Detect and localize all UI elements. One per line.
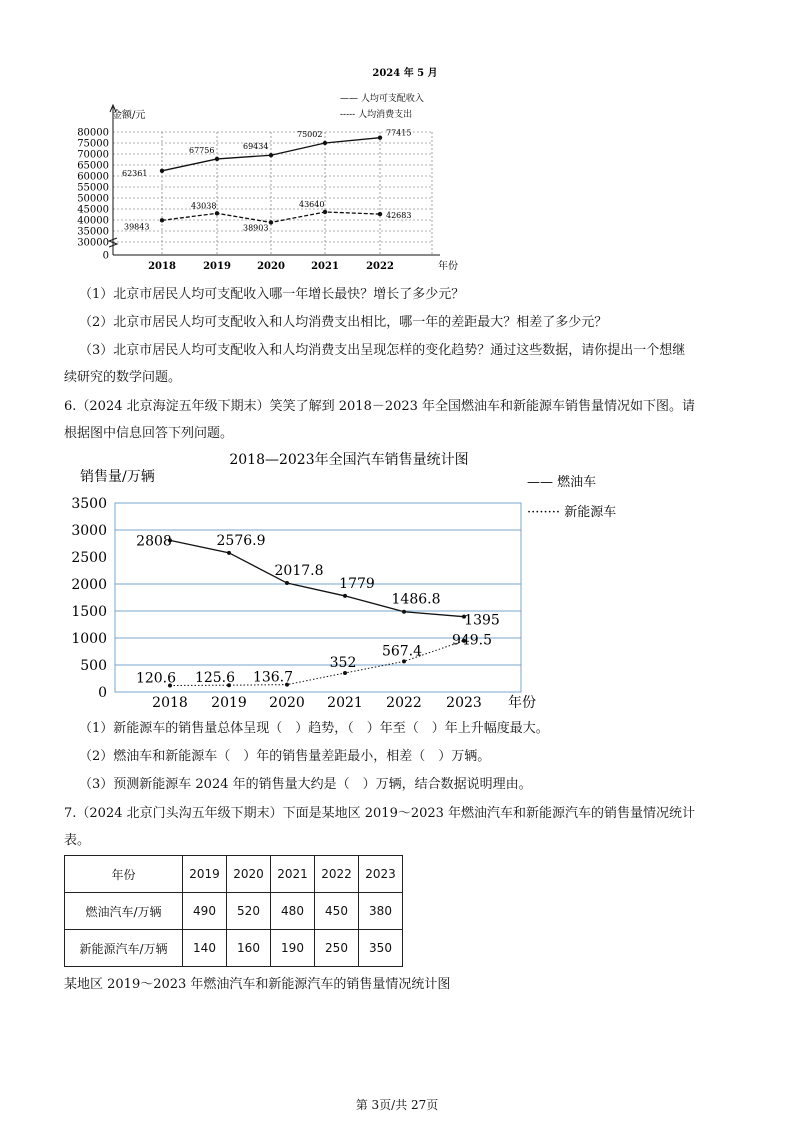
y-tick-label: 70000 [77,149,109,161]
x-tick-label: 2019 [211,695,247,711]
table-cell: 160 [227,930,271,967]
y-tick-label: 45000 [77,204,109,216]
table-header-cell: 2021 [271,856,315,893]
data-label: 1395 [464,612,500,629]
chart2-title: 2018—2023年全国汽车销售量统计图 [229,452,469,468]
data-label: 42683 [386,211,412,221]
question-6-intro-cont: 根据图中信息回答下列问题。 [64,426,234,441]
table-cell: 380 [359,893,403,930]
data-label: 2017.8 [274,563,324,580]
axis-break-mark [109,238,117,247]
table-cell: 490 [183,893,227,930]
question-5-2: （2）北京市居民人均可支配收入和人均消费支出相比，哪一年的差距最大？相差了多少元？ [79,315,608,330]
x-tick-label: 2020 [257,261,285,272]
data-point [323,210,327,214]
data-point [343,594,347,598]
y-tick-label: 30000 [77,237,109,249]
y-tick-label: 2000 [71,577,107,593]
x-tick-label: 2022 [366,261,394,272]
table-cell: 450 [315,893,359,930]
data-label: 77415 [386,128,412,138]
data-point [378,212,382,216]
table-cell: 燃油汽车/万辆 [65,893,183,930]
table-header-cell: 2019 [183,856,227,893]
question-6-1: （1）新能源车的销售量总体呈现（ ）趋势，（ ）年至（ ）年上升幅度最大。 [79,721,549,736]
y-tick-label: 35000 [77,226,109,238]
legend-item: ········ 新能源车 [527,505,617,520]
y-tick-label: 500 [80,658,107,674]
x-tick-label: 2018 [148,261,176,272]
question-6-2: （2）燃油车和新能源车（ ）年的销售量差距最小，相差（ ）万辆。 [79,749,491,764]
table-row [65,930,403,967]
y-tick-label: 80000 [77,127,109,139]
data-point [402,659,406,663]
data-label: 2808 [136,533,172,550]
y-tick-label: 50000 [77,193,109,205]
data-label: 38903 [243,223,269,233]
sales-table [64,855,403,967]
y-axis-label: 金额/元 [112,110,146,121]
question-5-3-cont: 续研究的数学问题。 [64,370,182,385]
table-cell: 190 [271,930,315,967]
data-point [160,169,164,173]
data-point [269,220,273,224]
data-label: 43038 [191,201,217,211]
data-label: 43640 [299,199,325,209]
question-5-3: （3）北京市居民人均可支配收入和人均消费支出呈现怎样的变化趋势？通过这些数据，请你提出一个想继 [79,343,686,358]
legend-item: —— 人均可支配收入 [340,94,424,104]
table-cell: 520 [227,893,271,930]
page-footer: 第 3页/共 27页 [355,1098,439,1112]
table-cell: 480 [271,893,315,930]
x-axis-label: 年份 [508,695,536,711]
legend-item: ----- 人均消费支出 [340,110,413,120]
question-6-3: （3）预测新能源车 2024 年的销售量大约是（ ）万辆，结合数据说明理由。 [79,777,532,792]
table-cell: 新能源汽车/万辆 [65,930,183,967]
chart1-title: 2024 年 5 月 [372,68,438,79]
x-tick-label: 2021 [311,261,339,272]
data-label: 1779 [339,575,375,592]
y-tick-label: 65000 [77,160,109,172]
table-header-row [65,856,403,893]
data-point [215,157,219,161]
chart-income-expense [0,55,794,275]
data-label: 136.7 [252,669,294,686]
data-label: 39843 [124,222,150,232]
question-7-intro: 7.（2024 北京门头沟五年级下期末）下面是某地区 2019～2023 年燃油汽车和新能源汽车的销售量情况统计 [64,806,696,821]
y-tick-label: 2500 [71,550,107,566]
x-tick-label: 2019 [203,261,231,272]
table-header-cell: 2020 [227,856,271,893]
data-point [323,141,327,145]
plot-frame [115,503,521,692]
data-label: 62361 [122,168,148,178]
y-tick-label: 3500 [71,496,107,512]
data-label: 120.6 [135,670,177,687]
data-point [215,211,219,215]
table-header-cell: 年份 [65,856,183,893]
table-row [65,893,403,930]
y-tick-label: 0 [98,685,107,701]
table-cell: 250 [315,930,359,967]
data-point [402,610,406,614]
question-6-intro: 6.（2024 北京海淀五年级下期末）笑笑了解到 2018－2023 年全国燃油车和新能源车销售量情况如下图。请 [64,399,696,414]
data-label: 949.5 [451,632,493,649]
question-7-intro-cont: 表。 [64,833,91,848]
y-tick-label: 1000 [71,631,107,647]
y-tick-label: 60000 [77,171,109,183]
data-label: 69434 [243,142,269,152]
table-header-cell: 2022 [315,856,359,893]
y-tick-label: 75000 [77,138,109,150]
question-5-1: （1）北京市居民人均可支配收入哪一年增长最快？增长了多少元？ [79,287,465,302]
y-tick-label: 0 [102,250,109,262]
y-axis-label: 销售量/万辆 [80,469,155,485]
y-tick-label: 3000 [71,523,107,539]
chart-car-sales [0,448,794,718]
x-tick-label: 2023 [446,695,482,711]
data-label: 352 [329,654,357,671]
x-tick-label: 2018 [152,695,188,711]
x-tick-label: 2021 [327,695,363,711]
data-point [285,581,289,585]
table-header-cell: 2023 [359,856,403,893]
table-cell: 140 [183,930,227,967]
data-point [343,671,347,675]
data-label: 1486.8 [391,591,441,608]
x-axis-label: 年份 [438,261,458,272]
y-tick-label: 1500 [71,604,107,620]
data-label: 125.6 [194,670,236,687]
table-cell: 350 [359,930,403,967]
data-point [269,153,273,157]
x-tick-label: 2020 [269,695,305,711]
data-point [378,135,382,139]
y-tick-label: 40000 [77,215,109,227]
y-tick-label: 55000 [77,182,109,194]
data-label: 567.4 [381,643,423,660]
data-label: 67756 [189,145,215,155]
x-tick-label: 2022 [386,695,422,711]
data-label: 75002 [297,129,323,139]
data-point [160,218,164,222]
data-point [227,551,231,555]
data-label: 2576.9 [216,532,266,549]
legend-item: —— 燃油车 [527,475,597,490]
chart-caption: 某地区 2019～2023 年燃油汽车和新能源汽车的销售量情况统计图 [64,977,451,992]
